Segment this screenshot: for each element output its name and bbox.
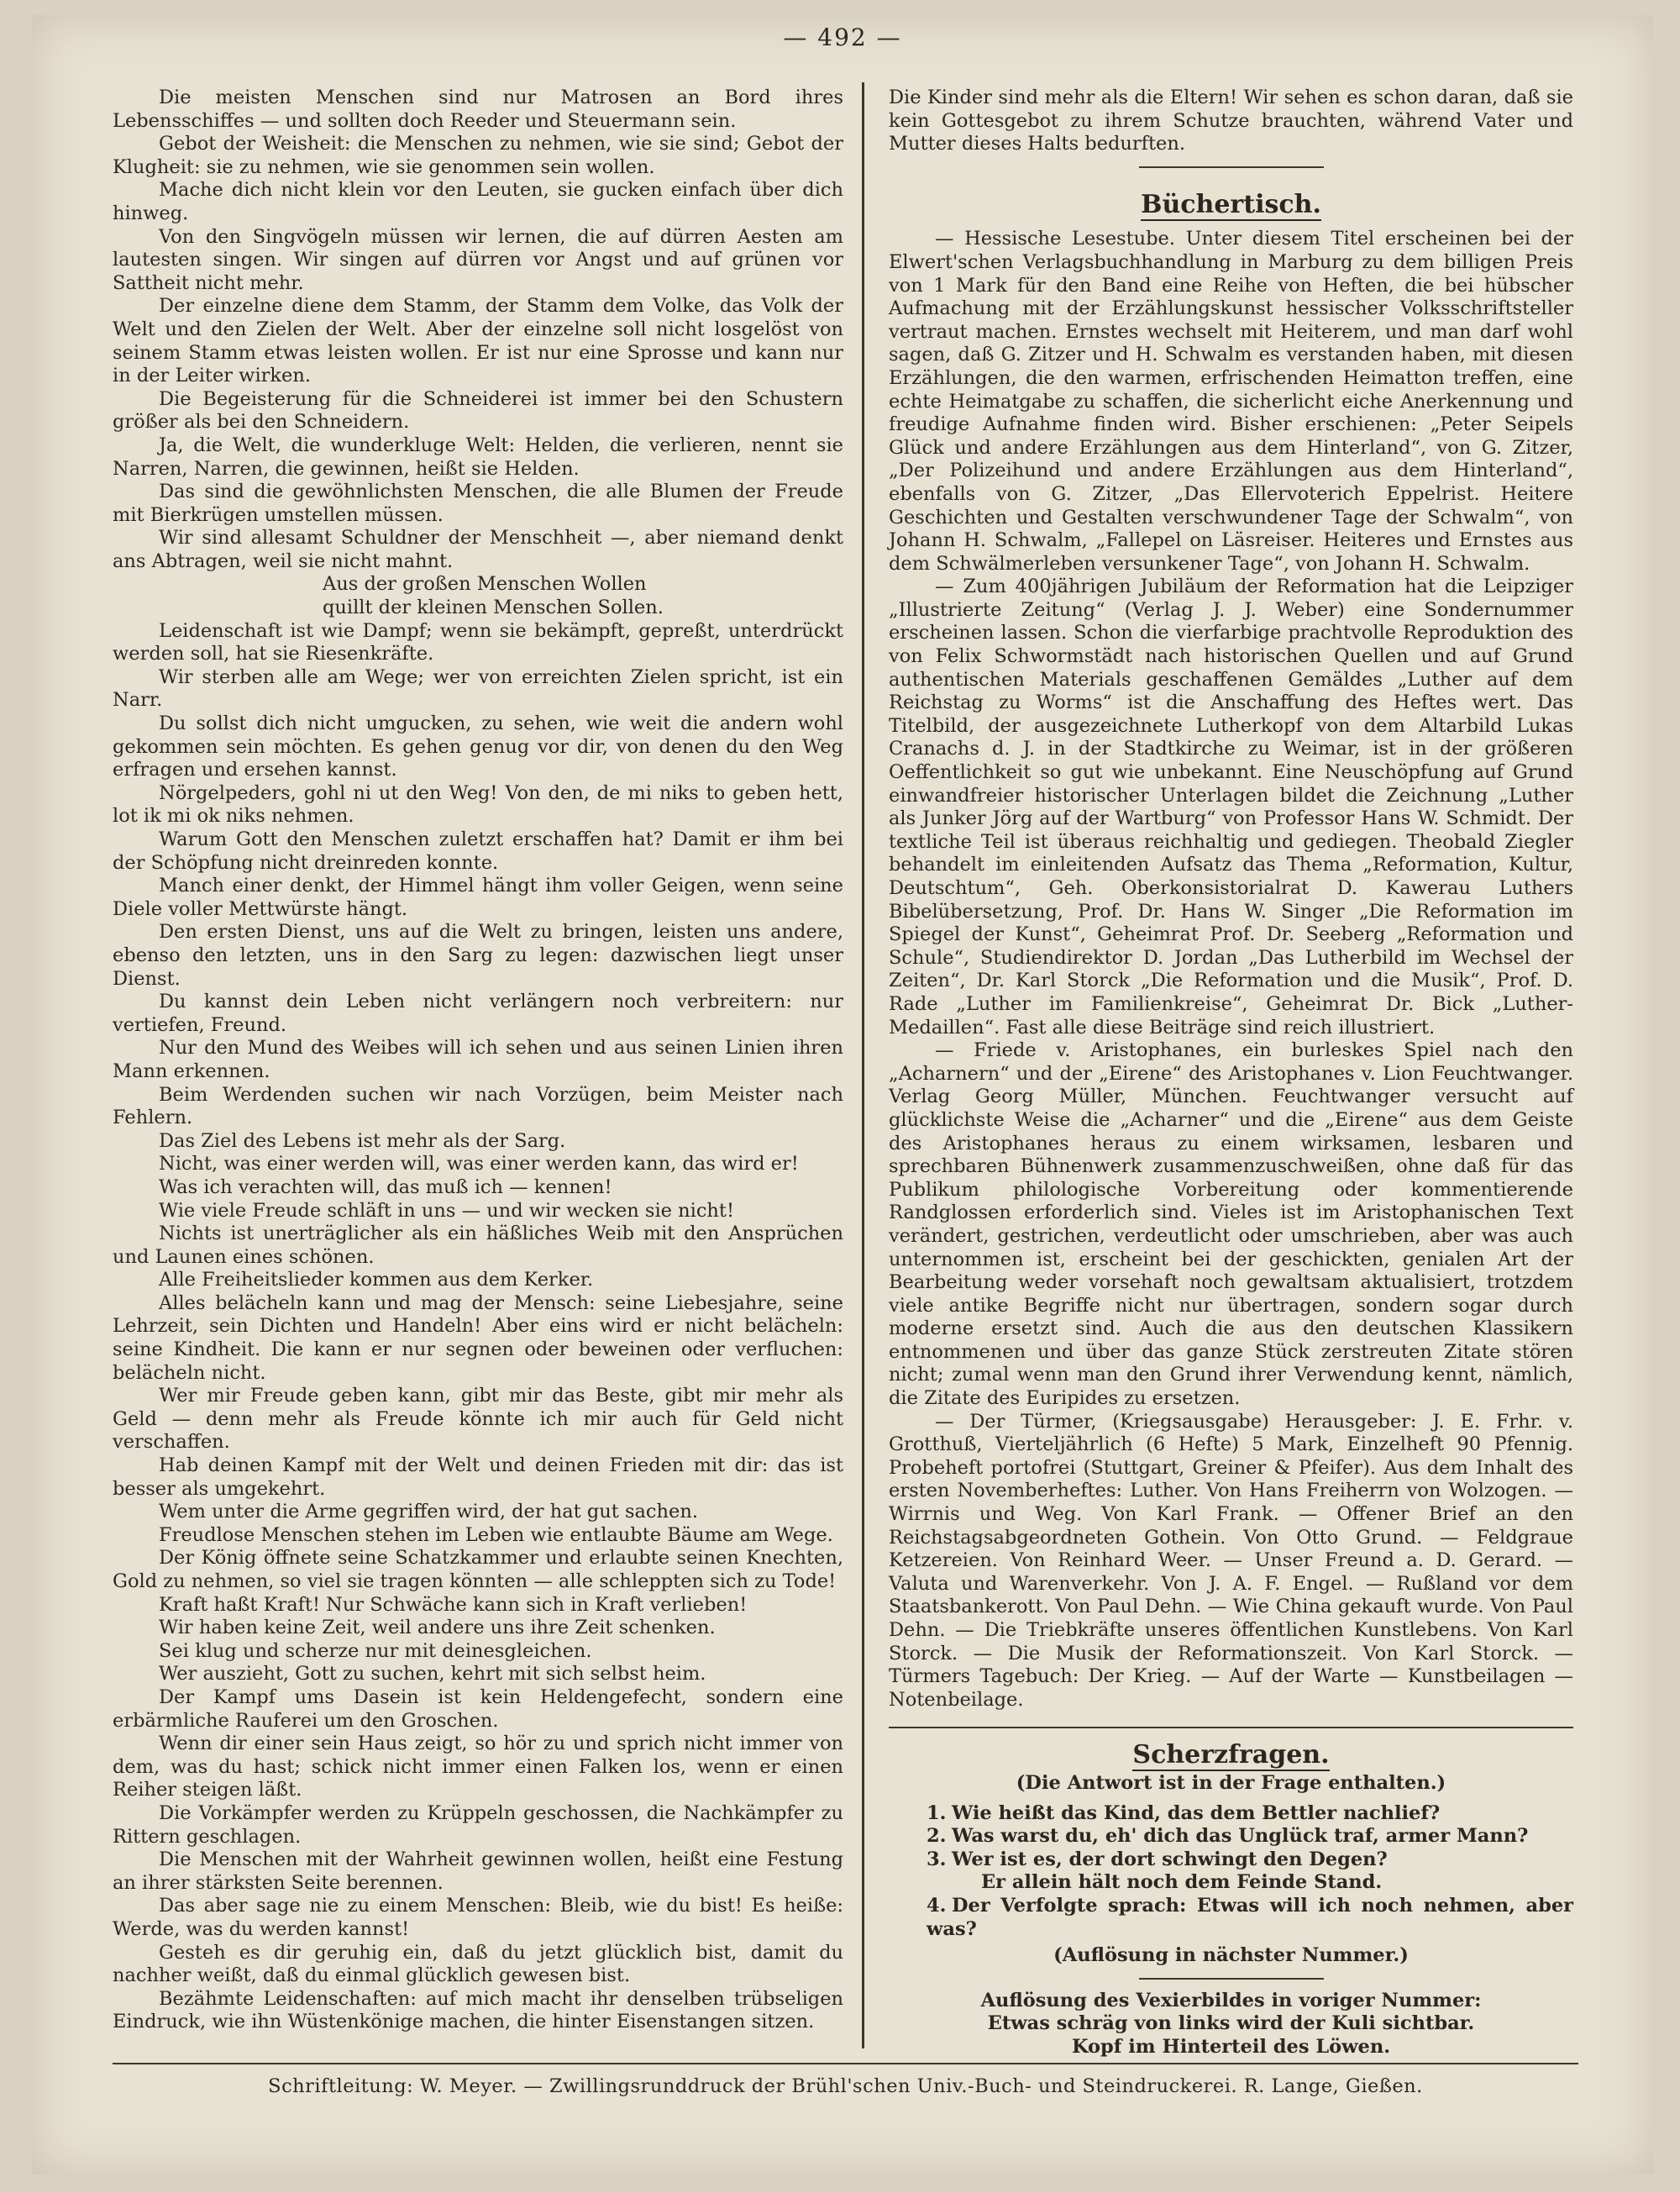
aphorism: Wir sind allesamt Schuldner der Menschheit —, aber niemand denkt ans Abtragen, weil sie nicht mahnt. [113,527,843,572]
quiz-question-text: Was warst du, eh' dich das Unglück traf, armer Mann? [952,1825,1529,1848]
quiz-question-number: 3. [927,1848,947,1870]
aphorism: Das aber sage nie zu einem Menschen: Bleib, wie du bist! Es heiße: Werde, was du werden kannst! [113,1895,843,1940]
section-rule [1139,166,1324,168]
quiz-questions [889,1802,1573,1942]
aphorism: Die Vorkämpfer werden zu Krüppeln geschossen, die Nachkämpfer zu Rittern geschlagen. [113,1801,843,1848]
aphorism: Von den Singvögeln müssen wir lernen, die auf dürren Aesten am lautesten singen. Wir singen auf dürren vor Angst und auf grünen vor Sattheit nicht mehr. [113,225,843,294]
page-number: — 492 — [783,24,902,51]
book-reviews [889,228,1573,1712]
aphorism: Gebot der Weisheit: die Menschen zu nehmen, wie sie sind; Gebot der Klugheit: sie zu nehmen, wie sie genommen sein wollen. [113,133,843,178]
aphorism: Wenn dir einer sein Haus zeigt, so hör zu und sprich nicht immer von dem, was du hast; schick nicht immer einen Falken los, wenn er einen Reiher steigen läßt. [113,1733,843,1801]
aphorism: Der König öffnete seine Schatzkammer und erlaubte seinen Knechten, Gold zu nehmen, so viel sie tragen könnten — alle schleppten sich zu Tode! [113,1547,843,1592]
right-column [889,87,1573,2059]
quiz-subtitle: (Die Antwort ist in der Frage enthalten.) [1016,1771,1446,1794]
left-column-aphorisms [113,87,843,2034]
aphorism: Wir sterben alle am Wege; wer von erreichten Zielen spricht, ist ein Narr. [113,665,843,712]
quiz-question-number: 4. [927,1894,947,1917]
aphorism: Nichts ist unerträglicher als ein häßliches Weib mit den Ansprüchen und Launen eines schönen. [113,1223,843,1268]
aphorism: Ja, die Welt, die wunderkluge Welt: Helden, die verlieren, nennt sie Narren, Narren, die gewinnen, heißt sie Helden. [113,434,843,480]
aphorism: Gesteh es dir geruhig ein, daß du jetzt glücklich bist, damit du nachher weißt, daß du einmal glücklich gewesen bist. [113,1941,843,1987]
aphorism: Was ich verachten will, das muß ich — kennen! [159,1175,612,1198]
aphorism: Manch einer denkt, der Himmel hängt ihm voller Geigen, wenn seine Diele voller Mettwürste hängt. [113,875,843,920]
aphorism: Freudlose Menschen stehen im Leben wie entlaubte Bäume am Wege. [159,1523,833,1546]
book-review: — Hessische Lesestube. Unter diesem Titel erscheinen bei der Elwert'schen Verlagsbuchhandlung in Marburg zu dem billigen Preis von 1 Mark für den Band eine Reihe von Heften, die bei hübscher Aufmachung mit der Erzählungskunst hessischer Volksschriftsteller vertraut machen. Ernstes wechselt mit Heiterem, und man darf wohl sagen, daß G. Zitzer und H. Schwalm es verstanden haben, mit diesen Erzählungen, die den warmen, erfrischenden Heimatton treffen, eine echte Heimatgabe zu schaffen, die sicherlicht eiche Anerkennung und freudige Aufnahme finden wird. Bisher erschienen: „Peter Seipels Glück und andere Erzählungen aus dem Hinterland“, von G. Zitzer, „Der Polizeihund und andere Erzählungen aus dem Hinterland“, ebenfalls von G. Zitzer, „Das Ellervoterich Eppelrist. Heitere Geschichten und Gestalten verschwundener Tage der Schwalm“, von Johann H. Schwalm, „Fallepel on Läsreiser. Heiteres und Ernstes aus dem Schwälmerleben versunkener Tage“, von Johann H. Schwalm. [889,228,1573,575]
aphorism: Mache dich nicht klein vor den Leuten, sie gucken einfach über dich hinweg. [113,179,843,224]
newspaper-page [32,15,1653,2175]
quiz-title: Scherzfragen. [1132,1740,1330,1770]
aphorism: Du sollst dich nicht umgucken, zu sehen, wie weit die andern wohl gekommen sein möchten. Es gehen genug vor dir, von denen du den Weg erfragen und ersehen kannst. [113,713,843,781]
solution-line: Etwas schräg von links wird der Kuli sichtbar. [987,2012,1475,2035]
quiz-question [889,1849,1573,1872]
aphorism: Wir haben keine Zeit, weil andere uns ihre Zeit schenken. [159,1617,716,1639]
aphorism: Nörgelpeders, gohl ni ut den Weg! Von den, de mi niks to geben hett, lot ik mi ok niks nehmen. [113,781,843,828]
aphorism: Das Ziel des Lebens ist mehr als der Sarg. [159,1129,566,1152]
imprint-footer: Schriftleitung: W. Meyer. — Zwillingsrunddruck der Brühl'schen Univ.-Buch- und Steindruckerei. R. Lange, Gießen. [268,2075,1423,2097]
aphorism: Das sind die gewöhnlichsten Menschen, die alle Blumen der Freude mit Bierkrügen umstellen müssen. [113,481,843,526]
aphorism: Beim Werdenden suchen wir nach Vorzügen, beim Meister nach Fehlern. [113,1083,843,1129]
quiz-question-text: Der Verfolgte sprach: Etwas will ich noch nehmen, aber was? [927,1894,1573,1940]
quiz-question [889,1802,1573,1826]
aphorism: Die Begeisterung für die Schneiderei ist immer bei den Schustern größer als bei den Schneidern. [113,387,843,434]
aphorism: Du kannst dein Leben nicht verlängern noch verbreitern: nur vertiefen, Freund. [113,991,843,1036]
aphorism: Kraft haßt Kraft! Nur Schwäche kann sich in Kraft verlieben! [159,1593,748,1616]
aphorism: Warum Gott den Menschen zuletzt erschaffen hat? Damit er ihm bei der Schöpfung nicht dreinreden konnte. [113,828,843,874]
book-review: — Zum 400jährigen Jubiläum der Reformation hat die Leipziger „Illustrierte Zeitung“ (Verlag J. J. Weber) eine Sondernummer erscheinen lassen. Schon die vierfarbige prachtvolle Reproduktion des von Felix Schwormstädt nach historischen Quellen und auf Grund authentischen Materials geschaffenen Gemäldes „Luther auf dem Reichstag zu Worms“ ist die Anschaffung des Heftes wert. Das Titelbild, der ausgezeichnete Lutherkopf von dem Altarbild Lukas Cranachs d. J. in der Stadtkirche zu Weimar, ist in der größeren Oeffentlichkeit so gut wie unbekannt. Eine Neuschöpfung auf Grund einwandfreier historischer Unterlagen bildet die Zeichnung „Luther als Junker Jörg auf der Wartburg“ von Professor Hans W. Schmidt. Der textliche Teil ist überaus reichhaltig und gediegen. Theobald Ziegler behandelt im einleitenden Aufsatz das Thema „Reformation, Kultur, Deutschtum“, Geh. Oberkonsistorialrat D. Kawerau Luthers Bibelübersetzung, Prof. Dr. Hans W. Singer „Die Reformation im Spiegel der Kunst“, Geheimrat Prof. Dr. Seeberg „Reformation und Schule“, Studiendirektor D. Jordan „Das Lutherbild im Wechsel der Zeiten“, Dr. Karl Storck „Die Reformation und die Musik“, Prof. D. Rade „Luther im Familienkreise“, Geheimrat Dr. Bick „Luther-Medaillen“. Fast alle diese Beiträge sind reich illustriert. [889,576,1573,1039]
quiz-question-number: 2. [927,1825,947,1848]
solution-box [889,1990,1573,2059]
aphorism: Alle Freiheitslieder kommen aus dem Kerker. [159,1269,594,1291]
quiz-note: (Auflösung in nächster Nummer.) [1053,1944,1409,1967]
aphorism: Die Menschen mit der Wahrheit gewinnen wollen, heißt eine Festung an ihrer stärksten Seite berennen. [113,1849,843,1894]
quiz-question-text: Wie heißt das Kind, das dem Bettler nachlief? [952,1801,1441,1824]
quiz-question [889,1825,1573,1849]
quiz-question [889,1871,1573,1895]
solution-title: Auflösung des Vexierbildes in voriger Nummer: [980,1989,1482,2012]
quiz-question [889,1895,1573,1941]
quiz-box [889,1740,1573,1967]
aphorism: Wie viele Freude schläft in uns — und wir wecken sie nicht! [159,1199,735,1222]
aphorism: Alles belächeln kann und mag der Mensch: seine Liebesjahre, seine Lehrzeit, sein Dichten und Handeln! Aber eins wird er nicht belächeln: seine Kindheit. Die kann er nur segnen oder beweinen oder verfluchen: belächeln nicht. [113,1291,843,1384]
aphorism: Der einzelne diene dem Stamm, der Stamm dem Volke, das Volk der Welt und den Zielen der Welt. Aber der einzelne soll nicht losgelöst von seinem Stamm etwas leisten wollen. Er ist nur eine Sprosse und kann nur in der Leiter wirken. [113,295,843,387]
aphorism: Den ersten Dienst, uns auf die Welt zu bringen, leisten uns andere, ebenso den letzten, uns in den Sarg zu legen: dazwischen liegt unser Dienst. [113,921,843,990]
aphorism: Die meisten Menschen sind nur Matrosen an Bord ihres Lebensschiffes — und sollten doch Reeder und Steuermann sein. [113,87,843,132]
verse-line: Aus der großen Menschen Wollen [323,573,647,596]
aphorism: Leidenschaft ist wie Dampf; wenn sie bekämpft, gepreßt, unterdrückt werden soll, hat sie Riesenkräfte. [113,619,843,665]
aphorism: Wer auszieht, Gott zu suchen, kehrt mit sich selbst heim. [159,1663,706,1686]
quiz-rule [889,1727,1573,1728]
aphorism: Nur den Mund des Weibes will ich sehen und aus seinen Linien ihren Mann erkennen. [113,1037,843,1082]
aphorism: Nicht, was einer werden will, was einer werden kann, das wird er! [159,1153,799,1175]
quiz-question-number: 1. [927,1801,947,1824]
book-review: — Der Türmer, (Kriegsausgabe) Herausgeber: J. E. Frhr. v. Grotthuß, Vierteljährlich (6 Hefte) 5 Mark, Einzelheft 90 Pfennig. Probeheft portofrei (Stuttgart, Greiner & Pfeifer). Aus dem Inhalt des ersten Novemberheftes: Luther. Von Hans Freiherrn von Wolzogen. — Wirrnis und Weg. Von Karl Frank. — Offener Brief an den Reichstagsabgeordneten Gothein. Von Otto Grund. — Feldgraue Ketzereien. Von Reinhard Weer. — Unser Freund a. D. Gerard. — Valuta und Warenverkehr. Von J. A. F. Engel. — Rußland vor dem Staatsbankerott. Von Paul Dehn. — Wie China gekauft wurde. Von Paul Dehn. — Die Triebkräfte unseres öffentlichen Kunstlebens. Von Karl Storck. — Die Musik der Reformationszeit. Von Karl Storck. — Türmers Tagebuch: Der Krieg. — Auf der Warte — Kunstbeilagen — Notenbeilage. [889,1410,1573,1711]
aphorism: Wem unter die Arme gegriffen wird, der hat gut sachen. [159,1501,698,1523]
solution-line: Kopf im Hinterteil des Löwen. [1071,2035,1391,2058]
aphorism: Hab deinen Kampf mit der Welt und deinen Frieden mit dir: das ist besser als umgekehrt. [113,1454,843,1500]
aphorism: Wer mir Freude geben kann, gibt mir das Beste, gibt mir mehr als Geld — denn mehr als Freude könnte ich mir auch für Geld nicht verschaffen. [113,1385,843,1454]
quiz-question-text: Er allein hält noch dem Feinde Stand. [981,1871,1383,1894]
footer-rule [113,2063,1578,2064]
quiz-question-text: Wer ist es, der dort schwingt den Degen? [952,1848,1388,1870]
aphorism: Der Kampf ums Dasein ist kein Heldengefecht, sondern eine erbärmliche Rauferei um den Groschen. [113,1686,843,1732]
verse-line: quillt der kleinen Menschen Sollen. [323,597,664,619]
intro-aphorism: Die Kinder sind mehr als die Eltern! Wir sehen es schon daran, daß sie kein Gottesgebot zu ihrem Schutze brauchten, während Vater und Mutter dieses Halts bedurften. [889,87,1573,155]
book-review: — Friede v. Aristophanes, ein burleskes Spiel nach den „Acharnern“ und der „Eirene“ des Aristophanes v. Lion Feuchtwanger. Verlag Georg Müller, München. Feuchtwanger versucht auf glücklichste Weise die „Acharner“ und die „Eirene“ aus dem Geiste des Aristophanes heraus zu einem wirksamen, lesbaren und sprechbaren Bühnenwerk zusammenzuschweißen, ohne daß für das Publikum philologische Vorbereitung oder kommentierende Randglossen erforderlich sind. Vieles ist im Aristophanischen Text verändert, gestrichen, verdeutlicht oder umschrieben, aber was auch unternommen ist, erscheint bei der geschickten, genialen Art der Bearbeitung weder vorsehaft noch gewaltsam aktualisiert, trotzdem viele antike Begriffe nicht nur übertragen, sondern sogar durch moderne ersetzt sind. Auch die aus den deutschen Klassikern entnommenen und über das ganze Stück zerstreuten Zitate stören nicht; zumal wenn man den Grund ihrer Verwendung kennt, nämlich, die Zitate des Euripides zu ersetzen. [889,1039,1573,1410]
aphorism: Sei klug und scherze nur mit deinesgleichen. [159,1639,592,1662]
column-divider [862,82,864,2048]
solution-rule [1139,1978,1324,1980]
section-title: Büchertisch. [1141,189,1321,219]
aphorism: Bezähmte Leidenschaften: auf mich macht ihr denselben trübseligen Eindruck, wie ihn Wüstenkönige machen, die hinter Eisenstangen sitzen. [113,1987,843,2033]
